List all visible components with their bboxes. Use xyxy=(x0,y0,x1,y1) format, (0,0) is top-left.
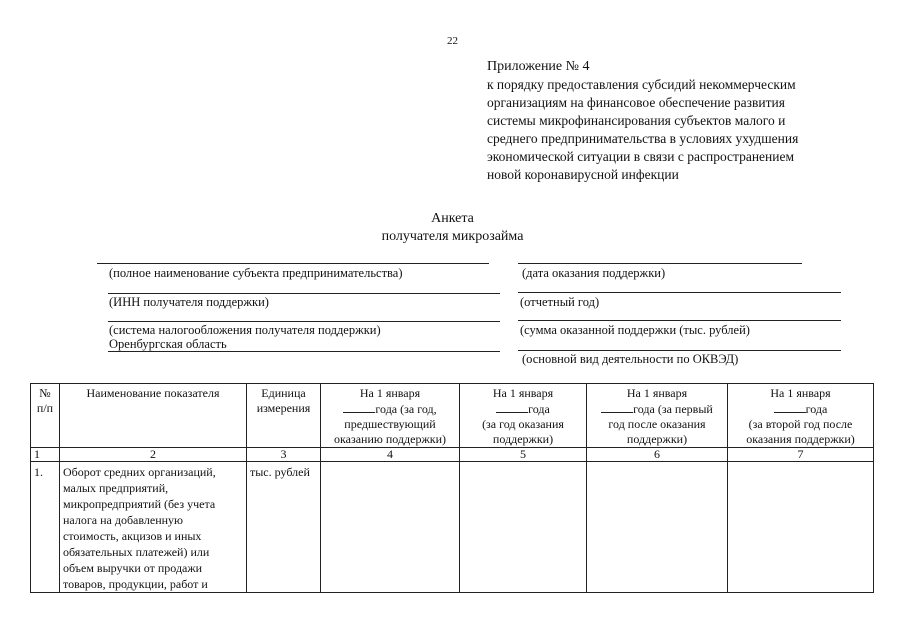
appendix-line: новой коронавирусной инфекции xyxy=(487,167,679,182)
year-blank[interactable] xyxy=(601,401,633,413)
header-year-before: На 1 января года (за год, предшествующий оказанию поддержки) xyxy=(321,384,460,448)
header-year-of-support: На 1 января года (за год оказания поддержки) xyxy=(460,384,587,448)
value-cell-col4[interactable] xyxy=(321,462,460,593)
form-title xyxy=(0,210,905,246)
column-number: 3 xyxy=(247,448,321,462)
report-year-caption: (отчетный год) xyxy=(520,295,600,309)
support-sum-caption: (сумма оказанной поддержки (тыс. рублей) xyxy=(520,323,750,337)
region-field-line[interactable] xyxy=(108,351,500,352)
column-number-row xyxy=(31,448,874,462)
column-number: 7 xyxy=(728,448,874,462)
appendix-line: к порядку предоставления субсидий некоммерческим xyxy=(487,77,796,92)
column-number: 1 xyxy=(31,448,60,462)
column-number: 4 xyxy=(321,448,460,462)
page-number: 22 xyxy=(447,35,458,47)
year-blank[interactable] xyxy=(496,401,528,413)
appendix-header xyxy=(487,58,887,184)
tax-system-field-line[interactable] xyxy=(108,321,500,322)
support-sum-field-line[interactable] xyxy=(518,320,841,321)
header-number: № п/п xyxy=(31,384,60,448)
row-unit: тыс. рублей xyxy=(247,462,321,593)
header-second-year-after: На 1 января года (за второй год после оказания поддержки) xyxy=(728,384,874,448)
report-year-field-line[interactable] xyxy=(518,292,841,293)
year-blank[interactable] xyxy=(774,401,806,413)
table-header-row xyxy=(31,384,874,448)
value-cell-col5[interactable] xyxy=(460,462,587,593)
form-title-line: Анкета xyxy=(431,211,474,226)
form-title-line: получателя микрозайма xyxy=(381,229,524,244)
support-date-caption: (дата оказания поддержки) xyxy=(522,266,666,280)
full-name-field-line[interactable] xyxy=(97,263,489,264)
header-first-year-after: На 1 января года (за первый год после оказания поддержки) xyxy=(587,384,728,448)
header-indicator: Наименование показателя xyxy=(60,384,247,448)
inn-field-line[interactable] xyxy=(108,293,500,294)
appendix-line: организациям на финансовое обеспечение развития xyxy=(487,95,785,110)
value-cell-col7[interactable] xyxy=(728,462,874,593)
table-row xyxy=(31,462,874,593)
tax-system-caption: (система налогообложения получателя поддержки) xyxy=(109,323,381,337)
row-number: 1. xyxy=(31,462,60,593)
inn-caption: (ИНН получателя поддержки) xyxy=(109,295,269,309)
region-value: Оренбургская область xyxy=(109,337,227,351)
column-number: 2 xyxy=(60,448,247,462)
appendix-line: системы микрофинансирования субъектов малого и xyxy=(487,113,786,128)
value-cell-col6[interactable] xyxy=(587,462,728,593)
appendix-line: среднего предпринимательства в условиях ухудшения xyxy=(487,131,799,146)
full-name-caption: (полное наименование субъекта предпринимательства) xyxy=(109,266,403,280)
column-number: 6 xyxy=(587,448,728,462)
indicators-table xyxy=(30,383,874,593)
year-blank[interactable] xyxy=(343,401,375,413)
okved-field-line[interactable] xyxy=(518,350,841,351)
column-number: 5 xyxy=(460,448,587,462)
okved-caption: (основной вид деятельности по ОКВЭД) xyxy=(522,352,739,366)
appendix-line: экономической ситуации в связи с распространением xyxy=(487,149,795,164)
appendix-heading: Приложение № 4 xyxy=(487,59,590,74)
support-date-field-line[interactable] xyxy=(518,263,802,264)
header-unit: Единица измерения xyxy=(247,384,321,448)
row-indicator: Оборот средних организаций, малых предприятий, микропредприятий (без учета налога на добавленную стоимость, акцизов и иных обязательных платежей) или объем выручки от продажи товаров, продукции, работ и xyxy=(60,462,247,593)
